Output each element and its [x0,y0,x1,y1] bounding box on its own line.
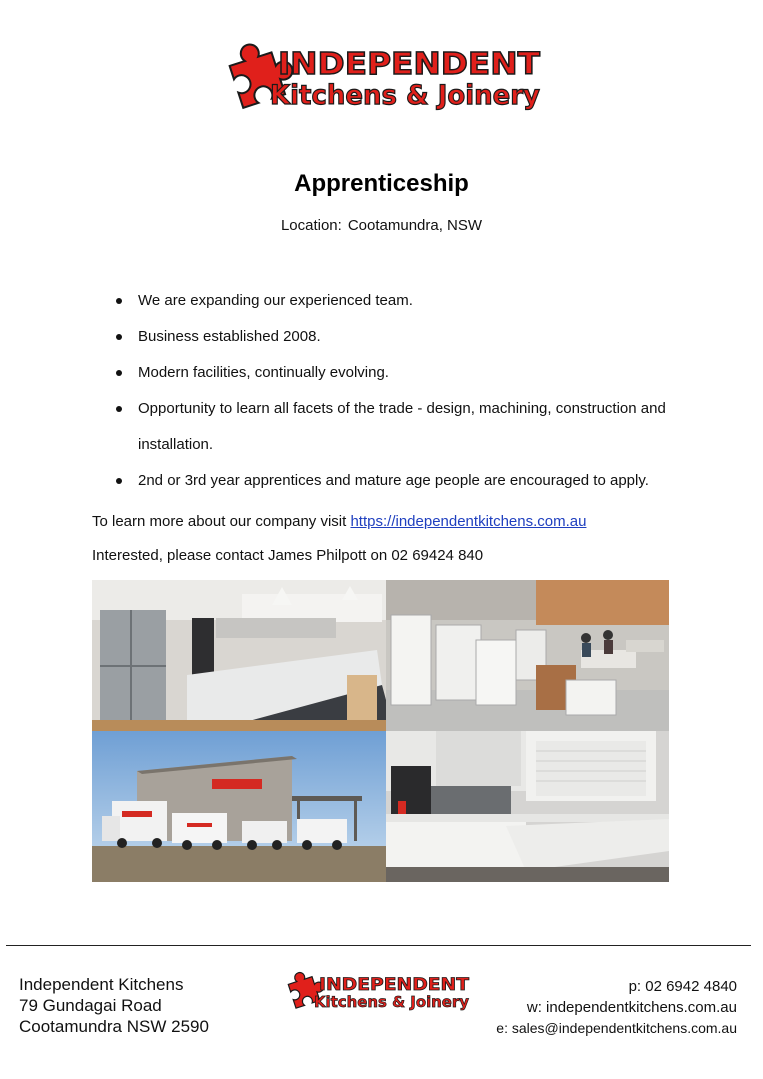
town-address: Cootamundra NSW 2590 [19,1017,209,1036]
location-label: Location: [280,217,342,234]
footer-email: e: sales@independentkitchens.com.au [496,1020,737,1036]
benefits-list [112,283,672,499]
footer-contact [496,976,737,1039]
list-item: Opportunity to learn all facets of the trade - design, machining, construction and installation. [112,391,672,463]
company-logo [218,38,546,120]
logo-line2: Kitchens & Joinery [270,80,541,111]
workshop-photo [386,580,669,731]
footer-phone: p: 02 6942 4840 [628,978,737,995]
photo-collage [92,580,669,882]
premises-photo [92,731,386,882]
bullet-icon [116,406,122,412]
list-item: Modern facilities, continually evolving. [112,355,672,391]
bullet-icon [116,298,122,304]
location-value: Cootamundra, NSW [347,217,483,234]
company-name: Independent Kitchens [19,975,184,994]
list-item: We are expanding our experienced team. [112,283,672,319]
learn-more-text: To learn more about our company visit https://independentkitchens.com.au [92,513,587,530]
footer-divider [6,945,751,946]
bullet-icon [116,478,122,484]
bullet-icon [116,370,122,376]
job-location [0,217,763,234]
footer-address [19,974,209,1037]
list-item: Business established 2008. [112,319,672,355]
bullet-icon [116,334,122,340]
footer-logo [286,970,472,1016]
logo-line1: INDEPENDENT [278,47,541,82]
list-item: 2nd or 3rd year apprentices and mature age people are encouraged to apply. [112,463,672,499]
page-title: Apprenticeship [294,170,469,197]
kitchen-photo-2 [386,731,669,882]
footer-website: w: independentkitchens.com.au [526,999,737,1016]
svg-text:Kitchens & Joinery: Kitchens & Joinery [314,993,470,1011]
svg-text:INDEPENDENT: INDEPENDENT [319,975,470,995]
kitchen-photo [92,580,386,731]
company-website-link[interactable]: https://independentkitchens.com.au [350,513,587,530]
street-address: 79 Gundagai Road [19,996,162,1015]
contact-text: Interested, please contact James Philpott on 02 69424 840 [92,547,484,564]
